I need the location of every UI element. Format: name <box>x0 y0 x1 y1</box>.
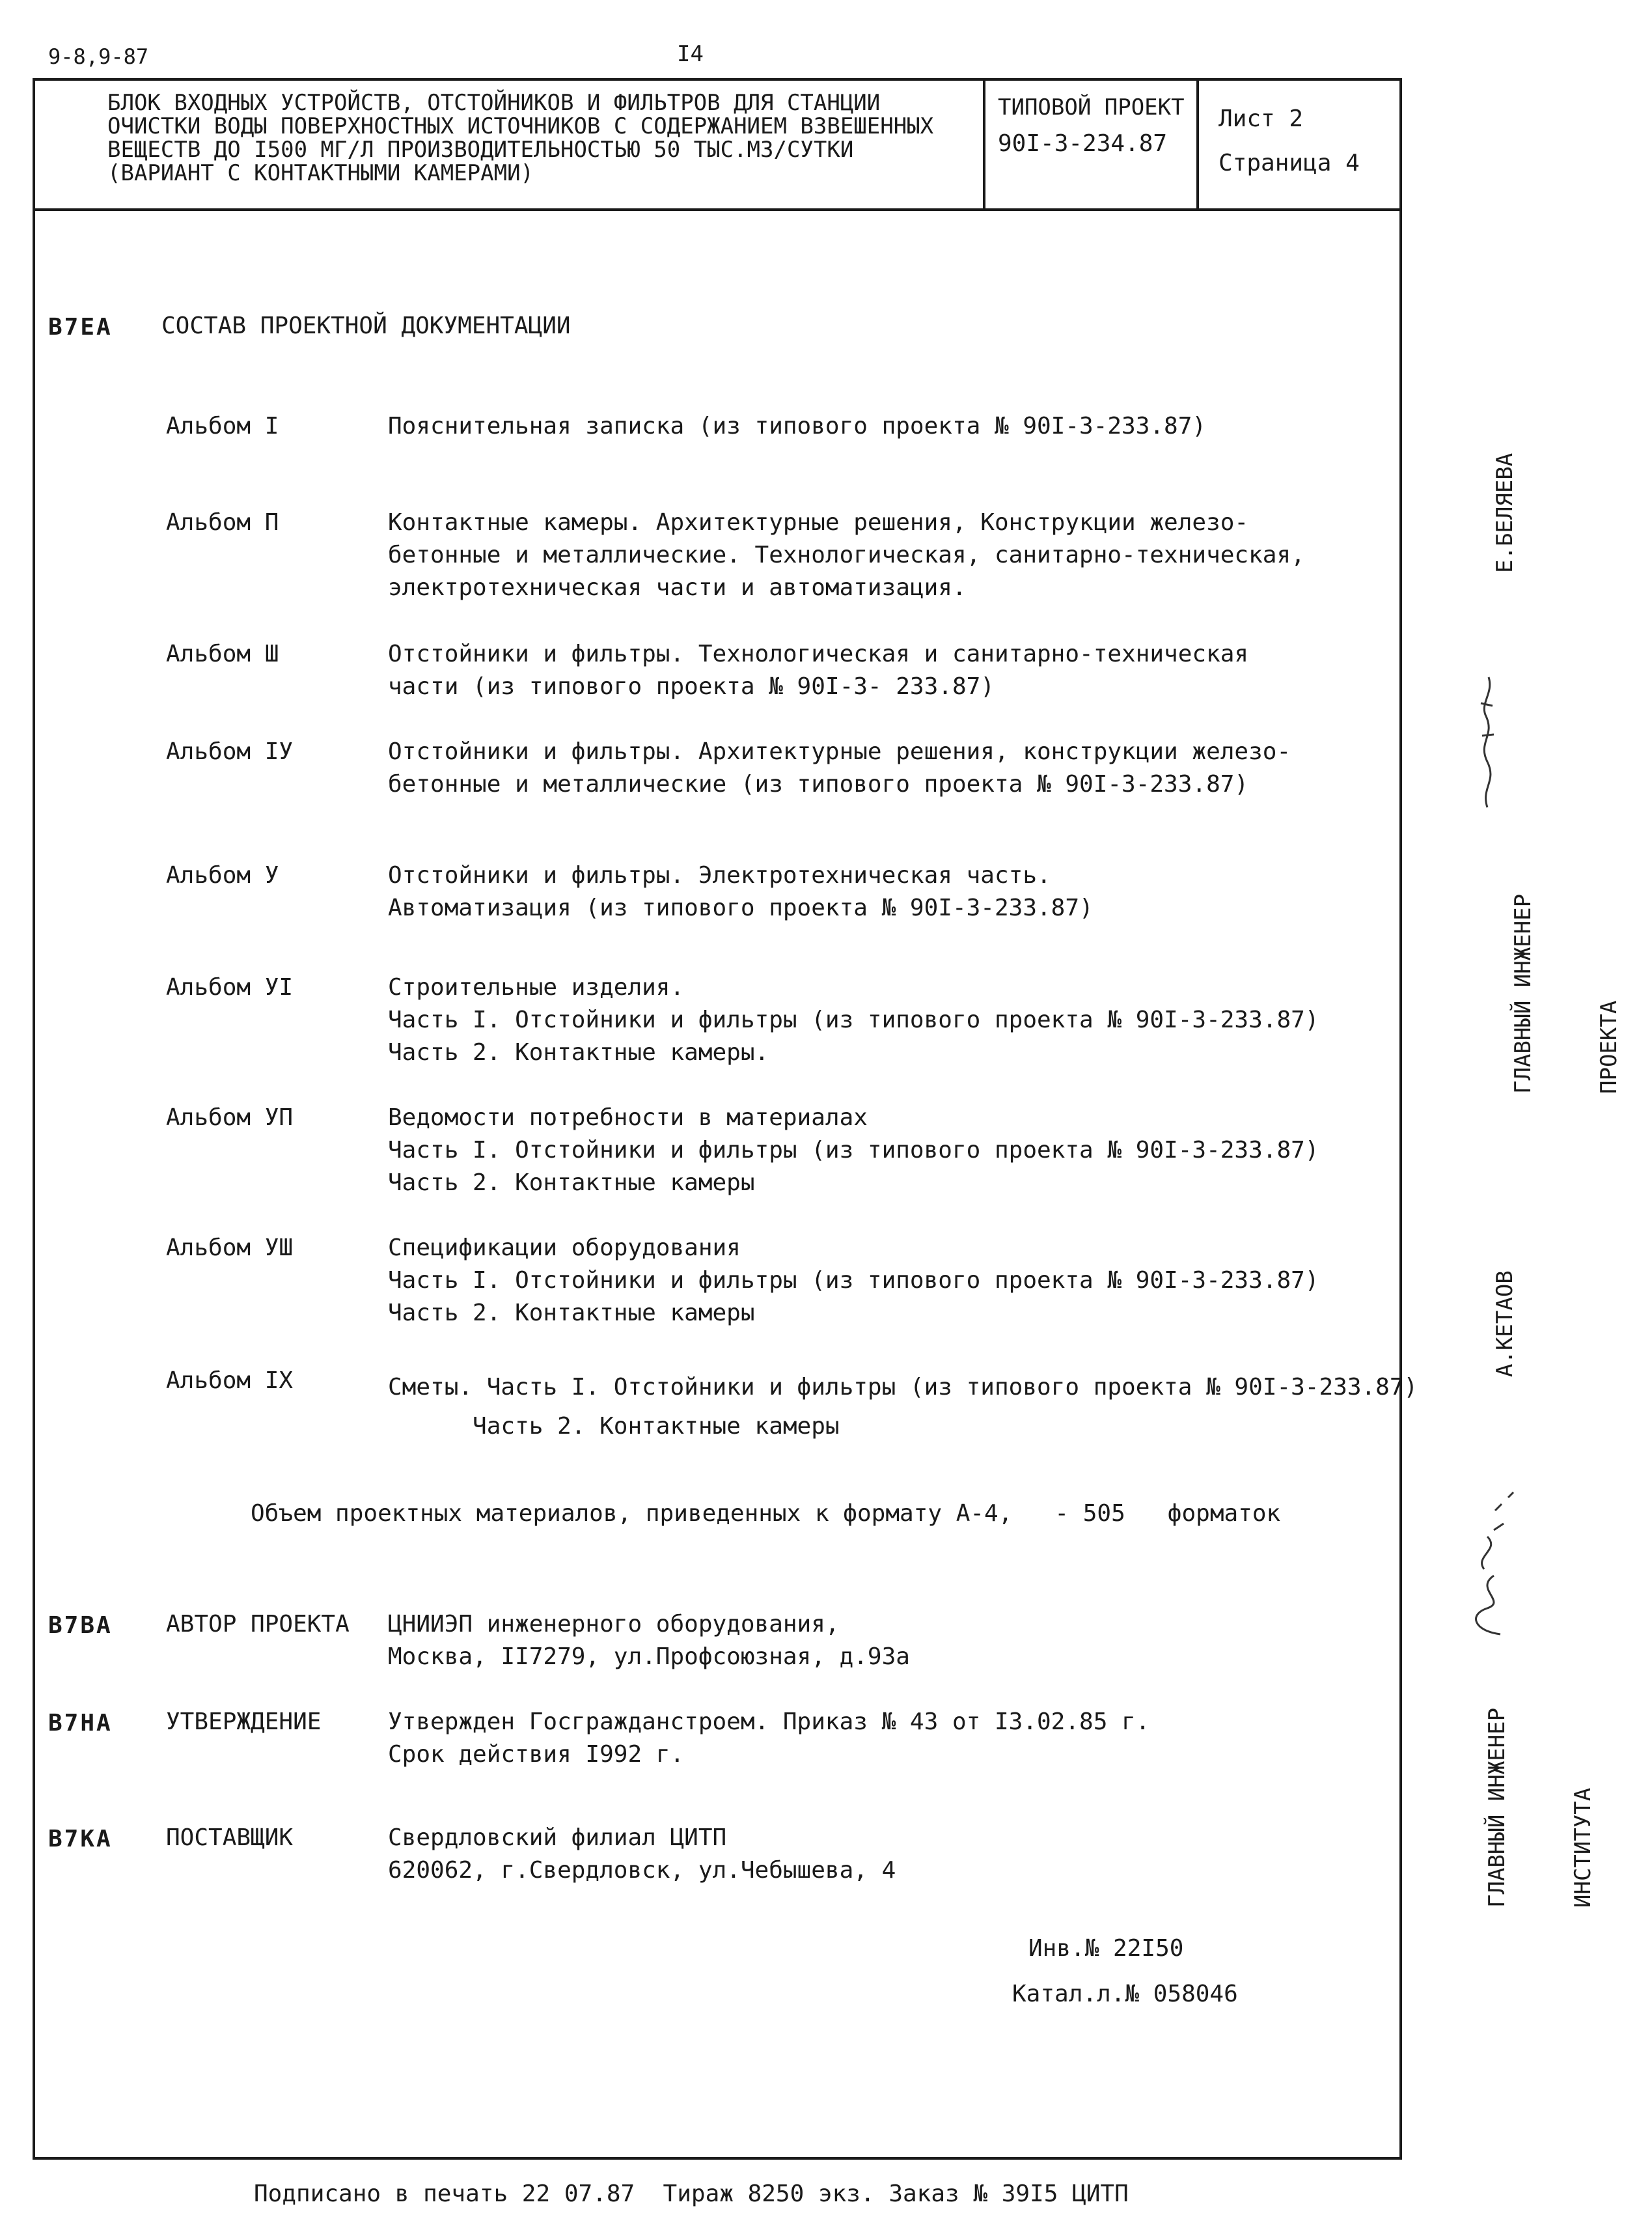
author-line: Москва, II7279, ул.Профсоюзная, д.93а <box>388 1643 910 1670</box>
album-line: Часть 2. Контактные камеры. <box>388 1039 769 1066</box>
album-description <box>388 507 1305 604</box>
album-description <box>388 638 1248 703</box>
album-name: Альбом IX <box>166 1367 294 1394</box>
album-line: Часть I. Отстойники и фильтры (из типового проекта № 90I-3-233.87) <box>388 1137 1319 1164</box>
side-name-1: Е.БЕЛЯЕВА <box>1492 453 1518 573</box>
side-role-1 <box>1452 894 1652 1094</box>
album-line: Часть 2. Контактные камеры <box>388 1300 755 1326</box>
side-role-2-line: ИНСТИТУТА <box>1570 1787 1596 1908</box>
side-role-1-line: ГЛАВНЫЙ ИНЖЕНЕР <box>1510 893 1536 1094</box>
album-description <box>388 1102 1319 1199</box>
header-title-line: БЛОК ВХОДНЫХ УСТРОЙСТВ, ОТСТОЙНИКОВ И ФИЛЬТРОВ ДЛЯ СТАНЦИИ <box>107 90 881 116</box>
album-line: Отстойники и фильтры. Электротехническая часть. <box>388 862 1051 889</box>
album-line: Пояснительная записка (из типового проекта № 90I-3-233.87) <box>388 413 1207 439</box>
page-label: Страница 4 <box>1218 150 1360 176</box>
section-code-approval: В7НА <box>48 1710 113 1736</box>
side-role-2-line: ГЛАВНЫЙ ИНЖЕНЕР <box>1484 1707 1510 1908</box>
volume-statement: Объем проектных материалов, приведенных к формату А-4, - 505 форматок <box>251 1500 1281 1527</box>
album-line: Сметы. Часть I. Отстойники и фильтры (из типового проекта № 90I-3-233.87) <box>388 1374 1418 1401</box>
album-line: Отстойники и фильтры. Технологическая и санитарно-техническая <box>388 641 1249 667</box>
header-title-line: ВЕЩЕСТВ ДО I500 МГ/Л ПРОИЗВОДИТЕЛЬНОСТЬЮ 50 ТЫС.МЗ/СУТКИ <box>107 137 854 163</box>
album-line: электротехническая части и автоматизация. <box>388 574 967 601</box>
section-code-supplier: В7КА <box>48 1826 113 1852</box>
album-line: Часть I. Отстойники и фильтры (из типового проекта № 90I-3-233.87) <box>388 1007 1319 1033</box>
album-description <box>388 859 1094 925</box>
album-line: Контактные камеры. Архитектурные решения, Конструкции железо- <box>388 509 1249 536</box>
album-line: Часть I. Отстойники и фильтры (из типового проекта № 90I-3-233.87) <box>388 1267 1319 1294</box>
album-line: Ведомости потребности в материалах <box>388 1104 868 1131</box>
project-number: 90I-3-234.87 <box>998 130 1168 157</box>
section-code-composition: В7ЕА <box>48 314 113 341</box>
project-label: ТИПОВОЙ ПРОЕКТ <box>998 94 1185 120</box>
author-label: АВТОР ПРОЕКТА <box>166 1611 350 1638</box>
supplier-line: 620062, г.Свердловск, ул.Чебышева, 4 <box>388 1857 896 1884</box>
print-footer: Подписано в печать 22 07.87 Тираж 8250 экз. Заказ № 39I5 ЦИТП <box>254 2181 1129 2207</box>
approval-line: Срок действия I992 г. <box>388 1741 685 1768</box>
album-line: Часть 2. Контактные камеры <box>388 1413 840 1440</box>
album-description <box>388 1365 1418 1443</box>
album-description <box>388 971 1319 1069</box>
side-name-2: А.КЕТАОВ <box>1492 1270 1518 1377</box>
album-description <box>388 410 1206 443</box>
album-description <box>388 736 1291 801</box>
side-role-1-line: ПРОЕКТА <box>1596 1000 1622 1094</box>
album-line: Часть 2. Контактные камеры <box>388 1169 755 1196</box>
album-name: Альбом УI <box>166 974 294 1001</box>
album-line: части (из типового проекта № 90I-3- 233.87) <box>388 673 995 700</box>
author-line: ЦНИИЭП инженерного оборудования, <box>388 1611 840 1638</box>
supplier-line: Свердловский филиал ЦИТП <box>388 1824 727 1851</box>
album-name: Альбом IУ <box>166 738 294 765</box>
album-line: Автоматизация (из типового проекта № 90I-3-233.87) <box>388 895 1094 921</box>
header-title <box>107 91 980 185</box>
section-code-author: В7ВА <box>48 1612 113 1639</box>
signature-1 <box>1468 658 1507 814</box>
approval-details <box>388 1706 1150 1771</box>
album-name: Альбом I <box>166 413 279 439</box>
header-title-line: ОЧИСТКИ ВОДЫ ПОВЕРХНОСТНЫХ ИСТОЧНИКОВ С СОДЕРЖАНИЕМ ВЗВЕШЕННЫХ <box>107 113 934 139</box>
album-name: Альбом УШ <box>166 1234 294 1261</box>
supplier-details <box>388 1822 896 1887</box>
approval-label: УТВЕРЖДЕНИЕ <box>166 1708 322 1735</box>
approval-line: Утвержден Госгражданстроем. Приказ № 43 от I3.02.85 г. <box>388 1708 1150 1735</box>
album-name: Альбом У <box>166 862 279 889</box>
album-line: бетонные и металлические (из типового проекта № 90I-3-233.87) <box>388 771 1249 798</box>
album-name: Альбом УП <box>166 1104 294 1131</box>
album-line: Строительные изделия. <box>388 974 685 1001</box>
sheet-number: Лист 2 <box>1218 105 1304 132</box>
author-details <box>388 1608 910 1673</box>
supplier-label: ПОСТАВЩИК <box>166 1824 294 1851</box>
document-code: 9-8,9-87 <box>48 44 149 69</box>
album-name: Альбом Ш <box>166 641 279 667</box>
album-name: Альбом П <box>166 509 279 536</box>
inventory-number: Инв.№ 22I50 <box>1028 1935 1184 1962</box>
section-title-composition: СОСТАВ ПРОЕКТНОЙ ДОКУМЕНТАЦИИ <box>161 313 571 339</box>
album-line: Отстойники и фильтры. Архитектурные решения, конструкции железо- <box>388 738 1291 765</box>
page-number: I4 <box>677 41 704 67</box>
signature-2 <box>1448 1484 1520 1641</box>
catalog-number: Катал.л.№ 058046 <box>1012 1981 1238 2007</box>
album-line: бетонные и металлические. Технологическая, санитарно-техническая, <box>388 542 1305 568</box>
header-sep-2 <box>1196 78 1199 211</box>
album-description <box>388 1232 1319 1330</box>
header-title-line: (ВАРИАНТ С КОНТАКТНЫМИ КАМЕРАМИ) <box>107 160 534 186</box>
header-sep-1 <box>983 78 985 211</box>
side-role-2 <box>1425 1708 1626 1908</box>
album-line: Спецификации оборудования <box>388 1234 741 1261</box>
